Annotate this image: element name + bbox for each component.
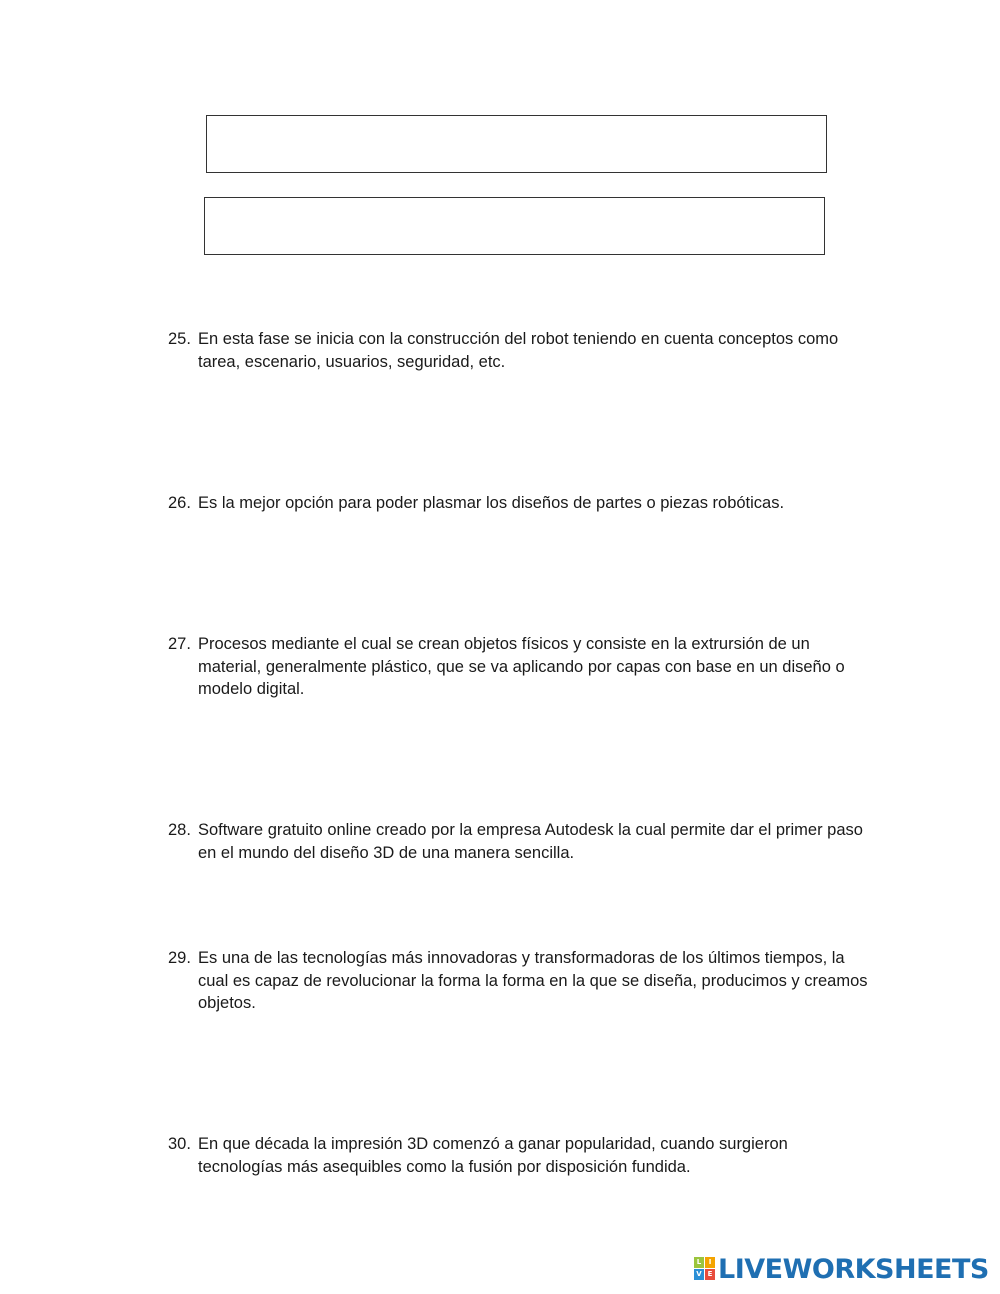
logo-letter: E xyxy=(705,1269,715,1280)
question-number: 30. xyxy=(168,1135,191,1153)
question-text: En que década la impresión 3D comenzó a ganar popularidad, cuando surgieron tecnologías más asequibles como la fusión por disposición fundida. xyxy=(198,1135,788,1176)
logo-letter: L xyxy=(694,1257,704,1268)
logo-letter: V xyxy=(694,1269,704,1280)
question-30 xyxy=(168,1133,868,1178)
question-text: Es la mejor opción para poder plasmar los diseños de partes o piezas robóticas. xyxy=(198,494,785,512)
question-number: 25. xyxy=(168,330,191,348)
question-text: Es una de las tecnologías más innovadoras y transformadoras de los últimos tiempos, la cual es capaz de revolucionar la forma la forma en la que se diseña, producimos y creamos objetos. xyxy=(198,949,868,1012)
question-27 xyxy=(168,633,868,701)
logo-text: LIVEWORKSHEETS xyxy=(718,1253,989,1285)
answer-box-1[interactable] xyxy=(206,115,827,173)
question-number: 28. xyxy=(168,821,191,839)
answer-box-2[interactable] xyxy=(204,197,825,255)
question-text: Software gratuito online creado por la empresa Autodesk la cual permite dar el primer paso en el mundo del diseño 3D de una manera sencilla. xyxy=(198,821,863,862)
question-text: En esta fase se inicia con la construcción del robot teniendo en cuenta conceptos como tarea, escenario, usuarios, seguridad, etc. xyxy=(198,330,839,371)
question-29 xyxy=(168,947,868,1015)
liveworksheets-logo xyxy=(694,1254,989,1284)
question-28 xyxy=(168,819,868,864)
question-25 xyxy=(168,328,868,373)
logo-letter: I xyxy=(705,1257,715,1268)
question-26 xyxy=(168,492,868,515)
question-number: 27. xyxy=(168,635,191,653)
question-number: 29. xyxy=(168,949,191,967)
question-number: 26. xyxy=(168,494,191,512)
liveworksheets-squares-icon xyxy=(694,1257,716,1281)
question-text: Procesos mediante el cual se crean objetos físicos y consiste en la extrursión de un material, generalmente plástico, que se va aplicando por capas con base en un diseño o modelo digital. xyxy=(198,635,845,698)
